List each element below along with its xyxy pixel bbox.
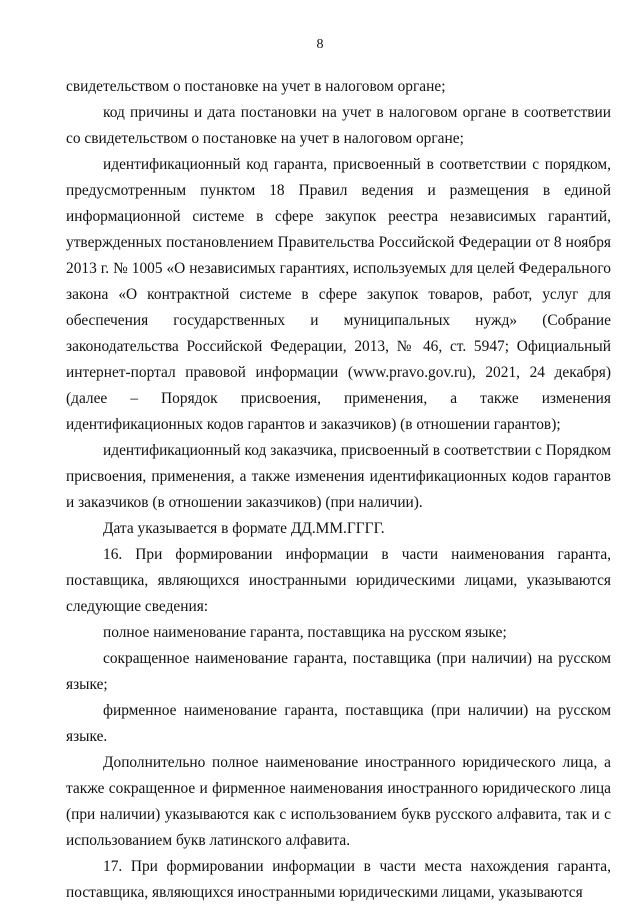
paragraph-customer-code: идентификационный код заказчика, присвоенный в соответствии с Порядком присвоения, применения, а также изменения идентификационных кодов гарантов и заказчиков (в отношении заказчиков) (при наличии).	[66, 442, 611, 511]
paragraph-brand-name: фирменное наименование гаранта, поставщика (при наличии) на русском языке.	[66, 702, 611, 745]
paragraph-date-format: Дата указывается в формате ДД.ММ.ГГГГ.	[103, 520, 385, 537]
paragraph-continuation: свидетельством о постановке на учет в налоговом органе;	[66, 78, 446, 95]
paragraph-item-17: 17. При формировании информации в части места нахождения гаранта, поставщика, являющихся иностранными юридическими лицами, указываются	[66, 858, 611, 901]
paragraph-full-name: полное наименование гаранта, поставщика на русском языке;	[103, 624, 507, 641]
paragraph-guarantor-code: идентификационный код гаранта, присвоенный в соответствии с порядком, предусмотренным пунктом 18 Правил ведения и размещения в единой информационной системе в сфере закупок реестра независимых гарантий, утвержденных постановлением Правительства Российской Федерации от 8 ноября 2013 г. № 1005 «О независимых гарантиях, используемых для целей Федерального закона «О контрактной системе в сфере закупок товаров, работ, услуг для обеспечения государственных и муниципальных нужд» (Собрание законодательства Российской Федерации, 2013, № 46, ст. 5947; Официальный интернет-портал правовой информации (www.pravo.gov.ru), 2021, 24 декабря) (далее – Порядок присвоения, применения, а также изменения идентификационных кодов гарантов и заказчиков) (в отношении гарантов);	[66, 156, 611, 433]
paragraph-short-name: сокращенное наименование гаранта, поставщика (при наличии) на русском языке;	[66, 650, 611, 693]
document-body	[66, 74, 611, 906]
paragraph-item-16: 16. При формировании информации в части наименования гаранта, поставщика, являющихся иностранными юридическими лицами, указываются следующие сведения:	[66, 546, 611, 615]
page-number: 8	[316, 37, 324, 52]
paragraph-additional: Дополнительно полное наименование иностранного юридического лица, а также сокращенное и фирменное наименования иностранного юридического лица (при наличии) указываются как с использованием букв русского алфавита, так и с использованием букв латинского алфавита.	[66, 754, 611, 849]
paragraph-kpp: код причины и дата постановки на учет в налоговом органе в соответствии со свидетельством о постановке на учет в налоговом органе;	[66, 104, 611, 147]
